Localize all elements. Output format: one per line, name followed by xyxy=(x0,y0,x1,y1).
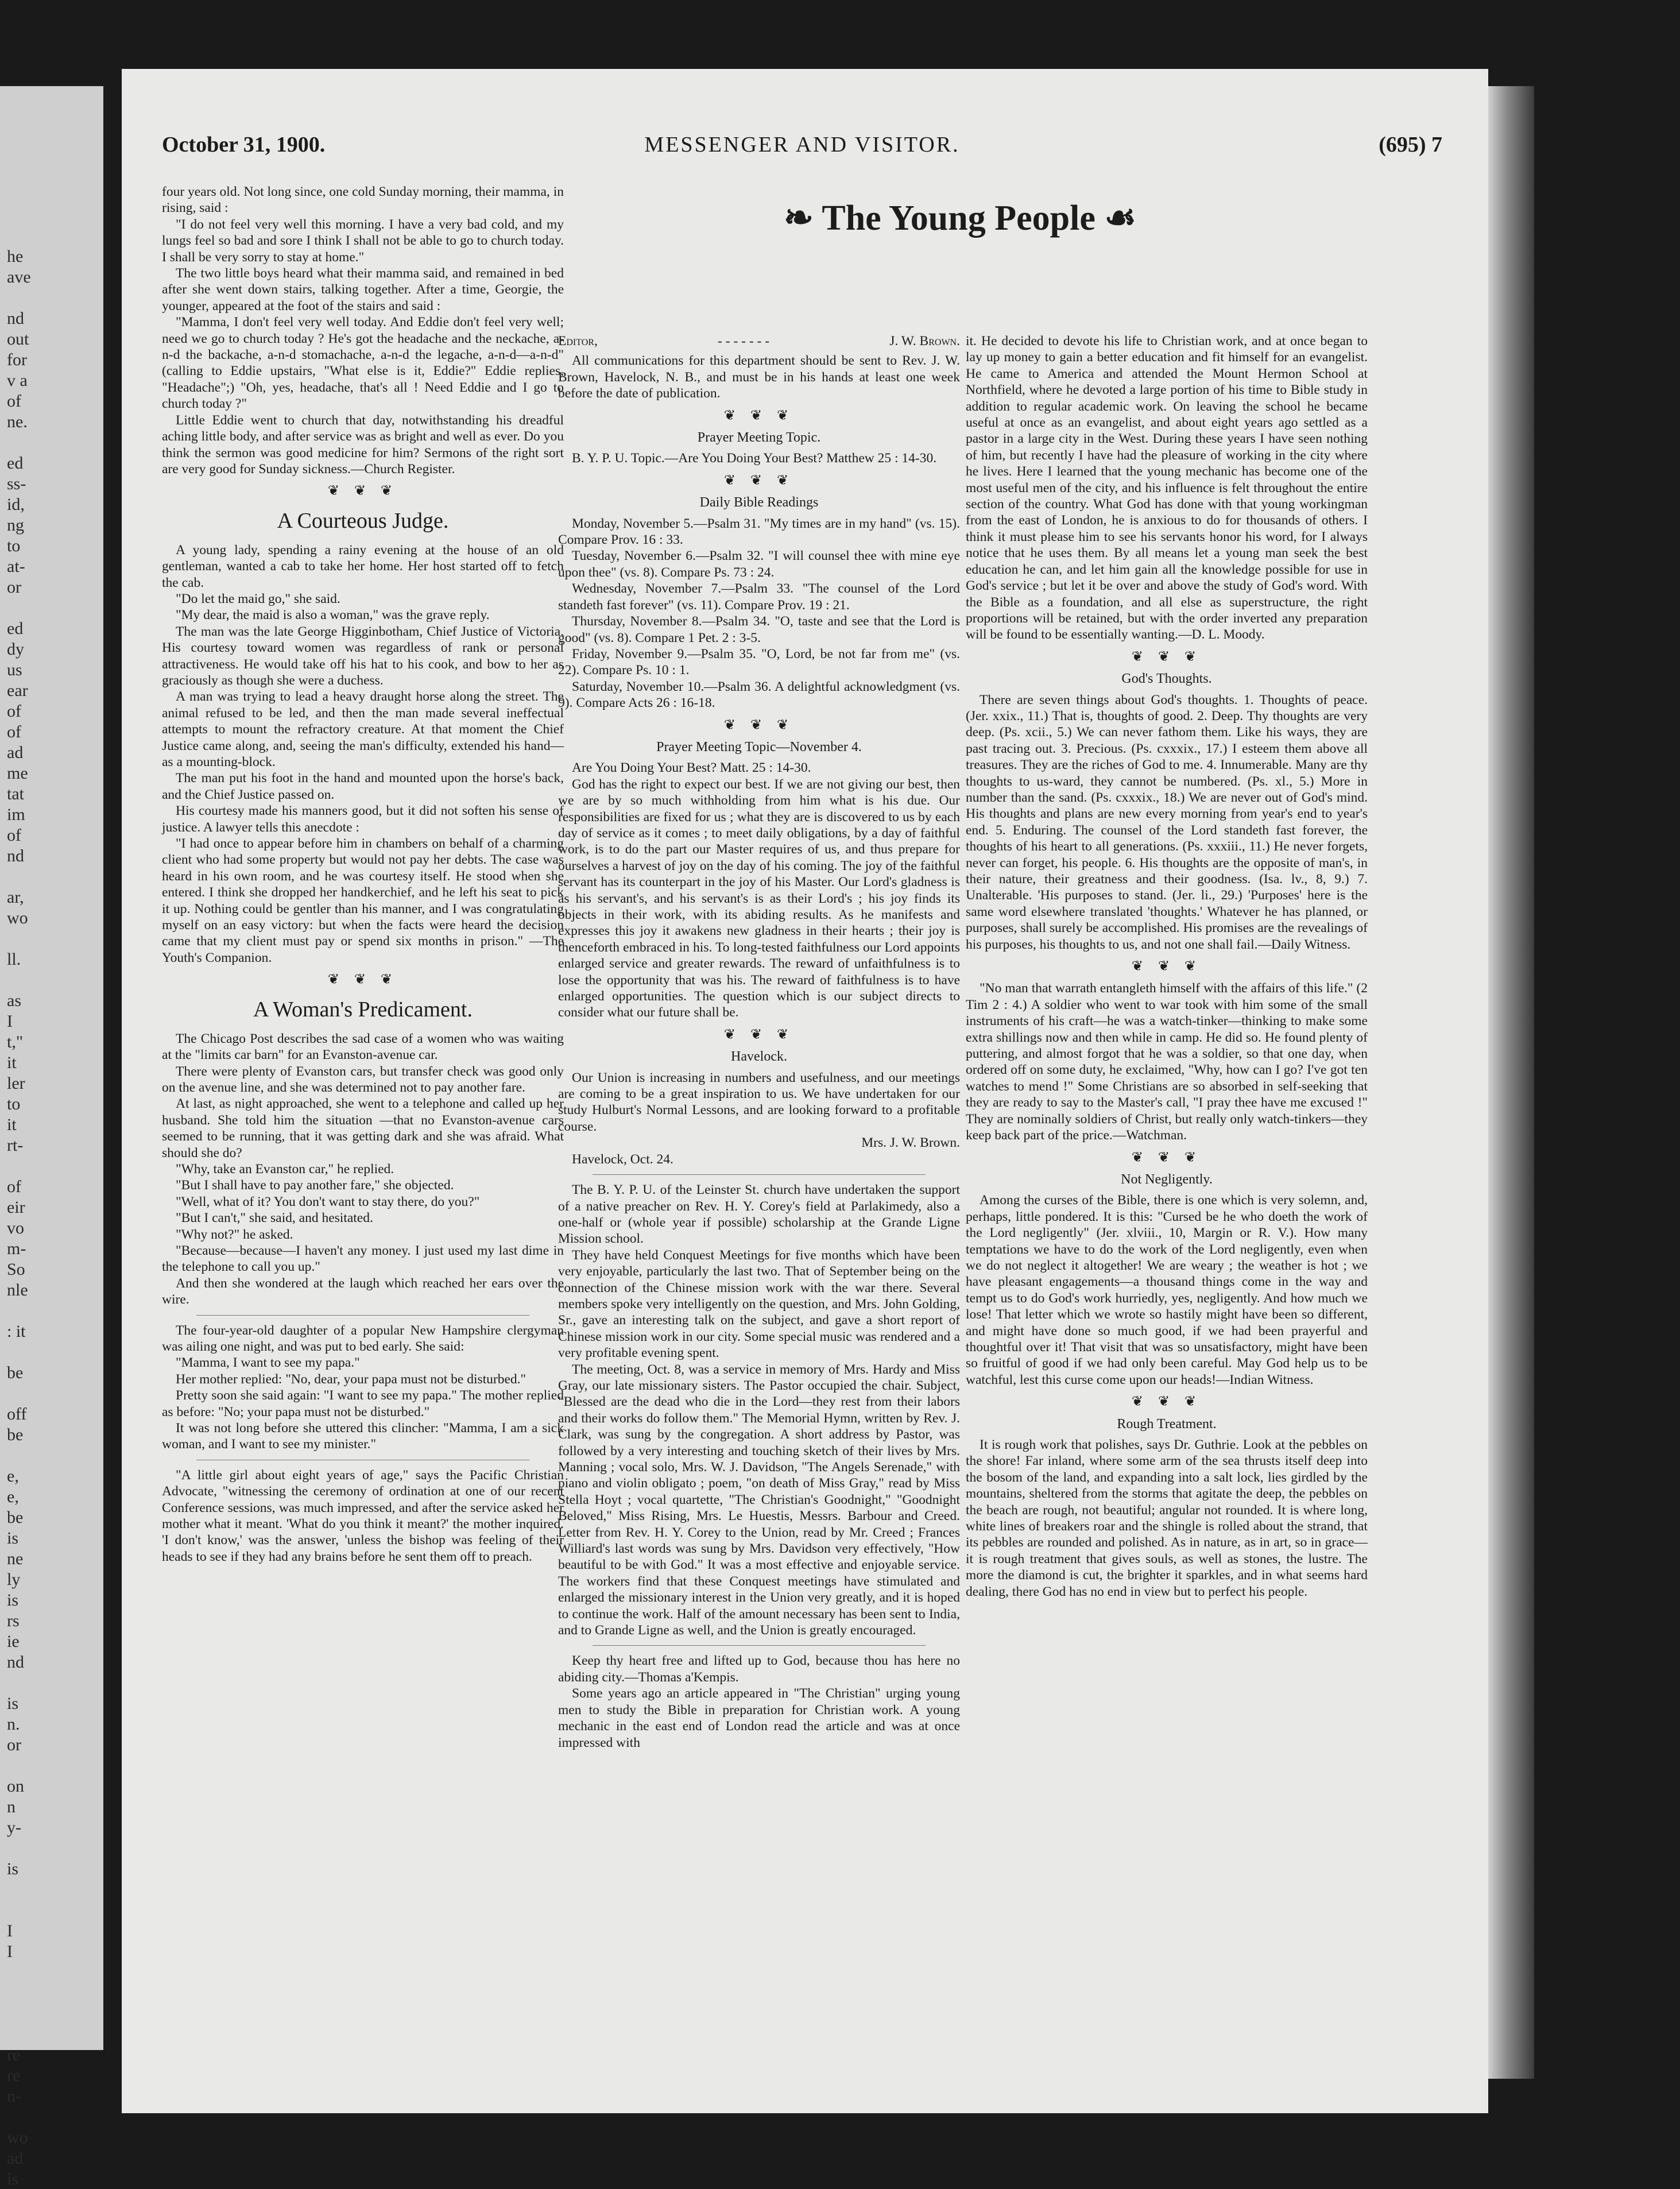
section-banner xyxy=(558,195,1362,241)
text-fragment: ed xyxy=(7,619,24,638)
ornament-divider: ❦ ❦ ❦ xyxy=(723,1027,795,1042)
article-bishop xyxy=(162,1467,564,1565)
text-fragment: I xyxy=(7,1942,13,1961)
paragraph: His courtesy made his manners good, but it did not soften his sense of justice. A lawyer tells this anecdote : xyxy=(162,803,564,835)
ornament-divider: ❦ ❦ ❦ xyxy=(1131,1394,1202,1410)
paragraph: B. Y. P. U. Topic.—Are You Doing Your Best? Matthew 25 : 14-30. xyxy=(572,451,937,466)
text-fragment: of xyxy=(7,722,21,741)
reading-item: Friday, November 9.—Psalm 35. "O, Lord, be not far from me" (vs. 22). Compare Ps. 10 : 1. xyxy=(558,646,960,678)
text-fragment: rs xyxy=(7,1611,20,1630)
text-fragment: m- xyxy=(7,1239,26,1258)
adjacent-page-strip xyxy=(0,86,103,2188)
paragraph: They have held Conquest Meetings for five months which have been very enjoyable, particularly the last two. That of September being on the connection of the Chinese mission work with the war there. Several members spoke very intelligently on the question, and Mrs. John Golding, Sr., gave an interesting talk on the subject, and gave a short report of Chinese mission work in our city. Some special music was rendered and a very profitable evening spent. xyxy=(558,1247,960,1361)
editor-label: Editor, xyxy=(558,334,598,349)
paragraph: It is rough work that polishes, says Dr. Guthrie. Look at the pebbles on the shore! Far inland, where some arm of the sea thrusts itself deep into the bosom of the land, and expanding into a salt lock, lies girdled by the mountains, sheltered from the storms that agitate the deep, the pebbles on the beach are rough, not beautiful; angular not rounded. It is where long, white lines of breakers roar and the shingle is rolled about the strand, that its pebbles are rounded and polished. As in nature, as in art, so in grace—it is rough treatment that gives souls, as well as stones, the lustre. The more the diamond is cut, the brighter it sparkles, and in what seems hard dealing, there God has no end in view but to perfect his people. xyxy=(966,1437,1368,1599)
header-title: MESSENGER AND VISITOR. xyxy=(644,133,960,157)
text-fragment: ne xyxy=(7,1549,24,1568)
text-fragment: off xyxy=(7,1405,27,1424)
editor-name: J. W. Brown. xyxy=(889,334,960,349)
paragraph: The four-year-old daughter of a popular New Hampshire clergyman was ailing one night, and was put to bed early. She said: xyxy=(162,1322,564,1354)
paragraph: four years old. Not long since, one cold Sunday morning, their mamma, in rising, said : xyxy=(162,184,564,216)
paragraph: "Why, take an Evanston car," he replied. xyxy=(176,1161,394,1177)
text-fragment: So xyxy=(7,1260,25,1279)
section-heading: Prayer Meeting Topic. xyxy=(697,430,821,446)
page-header xyxy=(162,132,1442,172)
text-fragment: be xyxy=(7,1508,24,1527)
text-fragment: on xyxy=(7,1777,24,1796)
divider-rule xyxy=(593,1174,926,1175)
text-fragment: is xyxy=(7,1591,19,1610)
text-fragment: is xyxy=(7,1859,19,1878)
paragraph: "Because—because—I haven't any money. I just used my last dime in the telephone to call you up." xyxy=(162,1243,564,1275)
banner-title: The Young People xyxy=(822,199,1096,238)
ornament-divider: ❦ ❦ ❦ xyxy=(723,408,795,423)
text-fragment: tat xyxy=(7,784,24,803)
text-fragment: me xyxy=(7,764,28,783)
text-fragment: t," xyxy=(7,1032,24,1051)
text-fragment: it xyxy=(7,1115,17,1134)
paragraph: Among the curses of the Bible, there is one which is very solemn, and, perhaps, little pondered. It is this: "Cursed be he who doeth the work of the Lord negligently" (Jer. xlviii., 10, Margin or R. V.). How many temptations we have to do the work of the Lord negligently, even when we do not neglect it altogether! We are weary ; the weather is hot ; we have pleasant engagements—a thousand things come in the way and tempt us to do God's work hurriedly, yes, negligently. And how much we lose! That letter which we wrote so hastily might have been so different, and might have done so much good, if we had been prayerful and thoughtful over it! That visit that was so unsatisfactory, might have been so fruitful of good if we had only been careful. May God help us to be watchful, lest this curse come upon our heads!—Indian Witness. xyxy=(966,1193,1368,1387)
text-fragment: is xyxy=(7,1529,19,1548)
text-fragment: is xyxy=(7,1694,19,1713)
text-fragment: dy xyxy=(7,640,24,659)
reading-item: Tuesday, November 6.—Psalm 32. "I will counsel thee with mine eye upon thee" (vs. 8). Compare Ps. 73 : 24. xyxy=(558,548,960,580)
paragraph: All communications for this department should be sent to Rev. J. W. Brown, Havelock, N. B., and must be in his hands at least one week before the date of publication. xyxy=(558,353,960,401)
text-fragment: to xyxy=(7,1094,21,1113)
reading-item: Thursday, November 8.—Psalm 34. "O, taste and see that the Lord is good" (vs. 8). Compare 1 Pet. 2 : 3-5. xyxy=(558,614,960,645)
paragraph: Some years ago an article appeared in "The Christian" urging young men to study the Bible in preparation for Christian work. A young mechanic in the east end of London read the article and was at once impressed with xyxy=(558,1686,960,1750)
text-fragment: to xyxy=(7,536,21,555)
paragraph: The B. Y. P. U. of the Leinster St. church have undertaken the support of a native preacher on Rev. H. Y. Corey's field at Parlakimedy, also a one-half or (whole year if possible) scholarship at the Grande Ligne Mission school. xyxy=(558,1182,960,1247)
intro-story xyxy=(162,184,564,477)
paragraph: "Why not?" he asked. xyxy=(176,1227,293,1242)
ornament-divider: ❦ ❦ ❦ xyxy=(327,972,398,988)
text-fragment: ler xyxy=(7,1074,25,1093)
text-fragment: nd xyxy=(7,1653,24,1672)
leaf-ornament-icon: ☙ xyxy=(1095,199,1136,238)
ornament-divider: ❦ ❦ ❦ xyxy=(723,473,795,488)
paragraph: "Mamma, I want to see my papa." xyxy=(176,1355,360,1371)
text-fragment: or xyxy=(7,1735,21,1754)
text-fragment: ng xyxy=(7,516,24,535)
dateline: Havelock, Oct. 24. xyxy=(572,1151,673,1167)
paragraph: A young lady, spending a rainy evening at the house of an old gentleman, wanted a cab to take her home. Her host started off to fetch the cab. xyxy=(162,542,564,590)
text-fragment: vo xyxy=(7,1219,24,1237)
text-fragment: he xyxy=(7,247,24,266)
text-fragment: wo xyxy=(7,2128,28,2147)
paragraph: And then she wondered at the laugh which reached her ears over the wire. xyxy=(162,1275,564,1308)
paragraph: it. He decided to devote his life to Christian work, and at once began to lay up money to gain a better education and fit himself for an evangelist. He came to America and attended the Mount Hermon School at Northfield, where he devoted a large portion of his time to Bible study in addition to regular academic work. On leaving the school he became useful at once as an evangelist, and about eight years ago settled as a pastor in a large city in the West. During these years I have seen nothing of him, but recently I have had the pleasure of working in the city where he lives. Here I learned that the young mechanic has become one of the most useful men of the city, and his influence is felt throughout the entire section of the country. What God has done with that young workingman from the east of London, he is anxious to do for thousands of others. I think it must please him to see his servants honor his word, for I always notice that he uses them. By all means let a young man seek the best education he can, and let him gain all the knowledge possible for use in God's service ; but let it be over and above the study of God's word. With the Bible as a foundation, and all else as superstructure, the right proportions will be retained, but with the order inverted any preparation will be found to be essentially wanting.—D. L. Moody. xyxy=(966,334,1368,643)
paragraph: The two little boys heard what their mamma said, and remained in bed after she went down stairs, talking together. After a time, Georgie, the younger, appeared at the foot of the stairs and said : xyxy=(162,266,564,314)
reading-item: Wednesday, November 7.—Psalm 33. "The counsel of the Lord standeth fast forever" (vs. 11). Compare Prov. 19 : 21. xyxy=(558,581,960,613)
column-3 xyxy=(966,333,1368,1600)
ornament-divider: ❦ ❦ ❦ xyxy=(1131,1150,1202,1165)
text-fragment: as xyxy=(7,991,21,1010)
paragraph: "I had once to appear before him in chambers on behalf of a charming client who had some property but would not pay her debts. The case was heard in his own room, and he was courtesy itself. He stood when she entered. I think she dropped her handkerchief, and he left his seat to pick it up. Nothing could be gentler than his manner, and I was congratulating myself on an easy victory: but when the facts were heard the decision came that my client must pay or spend six months in prison." —The Youth's Companion. xyxy=(162,836,564,965)
header-date: October 31, 1900. xyxy=(162,133,326,157)
ornament-divider: ❦ ❦ ❦ xyxy=(1131,959,1202,974)
editor-dashes: - - - - - - - xyxy=(718,334,770,349)
paragraph: The meeting, Oct. 8, was a service in memory of Mrs. Hardy and Miss Gray, our late missionary sisters. The Pastor occupied the chair. Subject, "Blessed are the dead who die in the Lord—they rest from their labors and their works do follow them." The Memorial Hymn, written by Rev. J. Clark, was sung by the congregation. A short address by Pastor, was followed by a very interesting and touching sketch of their lives by Mrs. Manning ; vocal solo, Mrs. W. J. Davidson, "The Angels Serenade," with piano and violin obligato ; poem, "on death of Miss Gray," read by Miss Stella Hoyt ; vocal quartette, "The Christian's Goodnight," "Goodnight Beloved," Miss Rising, Mrs. Le Huestis, Messrs. Barbour and Creed. Letter from Rev. H. Y. Corey to the Union, read by Mr. Creed ; Frances Williard's last words was sung by Mrs. Davidson very effectively, "How beautiful to be with God." It was a most effective and enjoyable service. The workers find that these Conquest meetings have stimulated and enlarged the missionary interest in the Union very greatly, and it is hoped to continue the work. Half of the amount necessary has been sent to India, and to Grande Ligne as well, and the Union is greatly encouraged. xyxy=(558,1362,960,1638)
text-fragment: im xyxy=(7,805,25,824)
paragraph: "Mamma, I don't feel very well today. And Eddie don't feel very well; need we go to church today ? He's got the headache and the neckache, a-n-d the backache, a-n-d stomachache, a-n-d the legache, a-n-d—a-n-d" (calling to Eddie upstairs, "What else is it, Eddie?" Eddie replies, "Headache";) "Oh, yes, headache, that's all ! Need Eddie and I go to church today ?" xyxy=(162,315,564,412)
reading-item: Saturday, November 10.—Psalm 36. A delightful acknowledgment (vs. 9). Compare Acts 26 : 16-18. xyxy=(558,679,960,711)
text-fragment: is xyxy=(7,2169,19,2188)
text-fragment: of xyxy=(7,702,21,721)
article-womans-predicament xyxy=(162,1031,564,1308)
text-fragment: eir xyxy=(7,1198,25,1217)
ornament-divider: ❦ ❦ ❦ xyxy=(723,717,795,733)
section-heading: Daily Bible Readings xyxy=(699,495,819,510)
header-page-number: (695) 7 xyxy=(1379,133,1442,157)
text-fragment: ar, xyxy=(7,888,24,907)
text-fragment: I xyxy=(7,1012,13,1031)
article-title: A Woman's Predicament. xyxy=(253,997,473,1022)
text-fragment: or xyxy=(7,578,21,597)
text-fragment: ss- xyxy=(7,474,26,493)
text-fragment: ad xyxy=(7,743,24,762)
paragraph: Our Union is increasing in numbers and usefulness, and our meetings are coming to be a great inspiration to us. We have undertaken for our study Hulburt's Normal Lessons, and are looking forward to a profitable course. xyxy=(558,1070,960,1134)
text-fragment: re xyxy=(7,2066,21,2085)
text-fragment: ear xyxy=(7,681,28,700)
ornament-divider: ❦ ❦ ❦ xyxy=(1131,649,1202,664)
text-fragment: : it xyxy=(7,1322,26,1341)
article-courteous-judge xyxy=(162,542,564,966)
text-fragment: I xyxy=(7,1921,13,1940)
text-fragment: it xyxy=(7,1053,17,1072)
text-fragment: e, xyxy=(7,1487,19,1506)
text-fragment: nle xyxy=(7,1281,28,1300)
paragraph: "No man that warrath entangleth himself with the affairs of this life." (2 Tim 2 : 4.) A soldier who went to war took with him some of the small instruments of his craft—he was a watch-tinker—thinking to make some extra shillings now and then while in camp. He did so. He found plenty of puttering, and almost forgot that he was a soldier, so that one day, when ordered off on some duty, he exclaimed, "Why, how can I go? I've got ten watches to mend !" Some Christians are so absorbed in self-seeking that they are ready to say to the Master's call, "I pray thee have me excused !" They are nominally soldiers of Christ, but really only watch-tinkers—they keep back part of the price.—Watchman. xyxy=(966,981,1368,1143)
reading-item: Monday, November 5.—Psalm 31. "My times are in my hand" (vs. 15). Compare Prov. 16 : 33. xyxy=(558,516,960,548)
text-fragment: ne. xyxy=(7,412,28,431)
section-heading: Havelock. xyxy=(731,1049,787,1065)
text-fragment: ll. xyxy=(7,950,21,969)
paragraph: Keep thy heart free and lifted up to God, because thou has here no abiding city.—Thomas a'Kempis. xyxy=(558,1653,960,1685)
paragraph: "But I can't," she said, and hesitated. xyxy=(176,1210,373,1226)
text-fragment: n- xyxy=(7,2087,21,2106)
article-see-papa xyxy=(162,1322,564,1453)
paragraph: Are You Doing Your Best? Matt. 25 : 14-30. xyxy=(572,760,811,776)
paragraph: Pretty soon she said again: "I want to see my papa." The mother replied as before: "No; your papa must not be disturbed." xyxy=(162,1388,564,1420)
paragraph: "A little girl about eight years of age," says the Pacific Christian Advocate, "witnessing the ceremony of ordination at one of our recent Conference sessions, was much impressed, and after the service asked her mother what it meant. 'What do you think it meant?' the mother inquired. 'I don't know,' was the answer, 'unless the bishop was feeling of their heads to see if they had any brains before he sent them off to preach. xyxy=(162,1467,564,1564)
text-fragment: ave xyxy=(7,268,31,287)
paragraph: "Well, what of it? You don't want to stay there, do you?" xyxy=(176,1194,480,1209)
paragraph: "I do not feel very well this morning. I have a very bad cold, and my lungs feel so bad and sore I think I shall not be able to go to church today. I shall be very sorry to stay at home." xyxy=(162,216,564,265)
ornament-divider: ❦ ❦ ❦ xyxy=(327,484,398,499)
leaf-ornament-icon: ❧ xyxy=(784,199,822,238)
section-heading: Not Negligently. xyxy=(1121,1171,1213,1187)
text-fragment: of xyxy=(7,1177,21,1196)
text-fragment: nd xyxy=(7,309,24,328)
divider-rule xyxy=(593,1645,926,1646)
text-fragment: be xyxy=(7,1425,24,1444)
newspaper-page xyxy=(122,69,1488,2113)
paragraph: There were plenty of Evanston cars, but transfer check was good only on the avenue line, and she was determined not to pay another fare. xyxy=(162,1063,564,1095)
text-fragment: be xyxy=(7,1363,24,1382)
text-fragment: e, xyxy=(7,1467,19,1486)
text-fragment: rt- xyxy=(7,1136,24,1155)
text-fragment: ad xyxy=(7,2149,24,2168)
paragraph: There are seven things about God's thoughts. 1. Thoughts of peace. (Jer. xxix., 11.) That is, thoughts of good. 2. Deep. Thy thoughts are very deep. (Ps. xcii., 5.) We can never fathom them. Like his ways, they are past tracing out. 3. Precious. (Ps. cxxxix., 17.) I esteem them above all treasures. They are the riches of God to me. 4. Innumerable. Many are thy thoughts to us-ward, they cannot be numbered. (Ps. xl., 5.) More in number than the sand. (Ps. cxxxix., 18.) We are never out of God's mind. His thoughts and plans are new every morning from year's end to year's end. 5. Enduring. The counsel of the Lord standeth fast forever, the thoughts of his heart to all generations. (Ps. xxxiii., 11.) He never forgets, never can forget, his people. 6. His thoughts are the opposite of man's, in their nature, their greatness and their goodness. (Isa. lv., 8, 9.) 7. Unalterable. 'His purposes to stand. (Jer. li., 29.) 'Purposes' here is the same word elsewhere translated 'thoughts.' Whatever he has planned, or purposes, shall surely be accomplished. His promises are the revealings of his purposes, his thoughts to us, and not one shall fail.—Daily Witness. xyxy=(966,692,1368,952)
divider-rule xyxy=(196,1315,529,1316)
text-fragment: v a xyxy=(7,371,28,390)
paragraph: The man put his foot in the hand and mounted upon the horse's back, and the Chief Justice passed on. xyxy=(162,771,564,802)
text-fragment: ed xyxy=(7,454,24,473)
column-2 xyxy=(558,333,960,1751)
section-heading: Prayer Meeting Topic—November 4. xyxy=(656,739,862,755)
text-fragment: ie xyxy=(7,1632,20,1651)
text-fragment: for xyxy=(7,350,27,369)
text-fragment: nd xyxy=(7,846,24,865)
signature: Mrs. J. W. Brown. xyxy=(861,1135,960,1151)
text-fragment: y- xyxy=(7,1818,21,1837)
text-fragment: of xyxy=(7,392,21,411)
text-fragment: re xyxy=(7,2045,21,2064)
paragraph: God has the right to expect our best. If we are not giving our best, then we are by so much withholding from him what is his due. Our responsibilities are fixed for us ; what they are is discovered to us by each day of service as it comes ; to meet daily obligations, by a day of faithful work, is to do the part our Master requires of us, and thus prepare for ourselves a harvest of joy on the day of his coming. The joy of the faithful servant has its counterpart in the joy of his Master. Our Lord's gladness is as his servant's, and his servant's is as their Lord's ; his joy finds its objects in their work, with its abiding results. As he manifests and expresses this joy it awakens new gladness in their hearts ; their joy is thenceforth embraced in his. To long-tested faithfulness our Lord appoints enlarged service and greater rewards. The reward of unfaithfulness is to lose the opportunity that was his. The reward of faithfulness is to have enlarged opportunities. The question which is our subject directs to consider what our future shall be. xyxy=(558,776,960,1020)
editor-line xyxy=(558,333,960,349)
text-fragment: us xyxy=(7,660,22,679)
paragraph: Her mother replied: "No, dear, your papa must not be disturbed." xyxy=(176,1371,527,1387)
column-1 xyxy=(162,184,564,1565)
paragraph: A man was trying to lead a heavy draught horse along the street. The animal refused to be led, and then the man made several ineffectual attempts to mount the refractory creature. At that moment the Chief Justice came along, and, seeing the man's difficulty, extended his hand—as a mounting-block. xyxy=(162,689,564,769)
section-heading: God's Thoughts. xyxy=(1121,671,1212,687)
text-fragment: at- xyxy=(7,557,25,576)
text-fragment: of xyxy=(7,826,21,845)
paragraph: "My dear, the maid is also a woman," was the grave reply. xyxy=(176,608,490,623)
paragraph: It was not long before she uttered this clincher: "Mamma, I am a sick woman, and I want to see my minister." xyxy=(162,1421,564,1452)
text-fragment: n. xyxy=(7,1715,20,1734)
paragraph: "Do let the maid go," she said. xyxy=(176,591,340,606)
text-fragment: ly xyxy=(7,1570,21,1589)
text-fragment: wo xyxy=(7,908,28,927)
article-title: A Courteous Judge. xyxy=(277,508,449,533)
paragraph: The Chicago Post describes the sad case of a women who was waiting at the "limits car barn" for an Evanston-avenue car. xyxy=(162,1031,564,1063)
text-fragment: n xyxy=(7,1797,16,1816)
paragraph: Little Eddie went to church that day, notwithstanding his dreadful aching little body, and after service was as bright and well as ever. Do you think the sermon was good medicine for him? Sermons of the right sort are very good for Sunday sickness.—Church Register. xyxy=(162,412,564,477)
text-fragment: out xyxy=(7,330,29,349)
paragraph: At last, as night approached, she went to a telephone and called up her husband. She told him the situation —that no Evanston-avenue cars seemed to be running, that it was getting dark and she was afraid. What should she do? xyxy=(162,1096,564,1161)
text-fragment: id, xyxy=(7,495,25,514)
section-heading: Rough Treatment. xyxy=(1117,1416,1217,1432)
paragraph: "But I shall have to pay another fare," she objected. xyxy=(176,1178,454,1193)
book-spine-edge xyxy=(1488,86,1534,2079)
paragraph: The man was the late George Higginbotham, Chief Justice of Victoria. His courtesy toward women was regardless of rank or personal attractiveness. He would take off his hat to his cook, and bow to her as graciously as though she were a duchess. xyxy=(162,624,564,688)
